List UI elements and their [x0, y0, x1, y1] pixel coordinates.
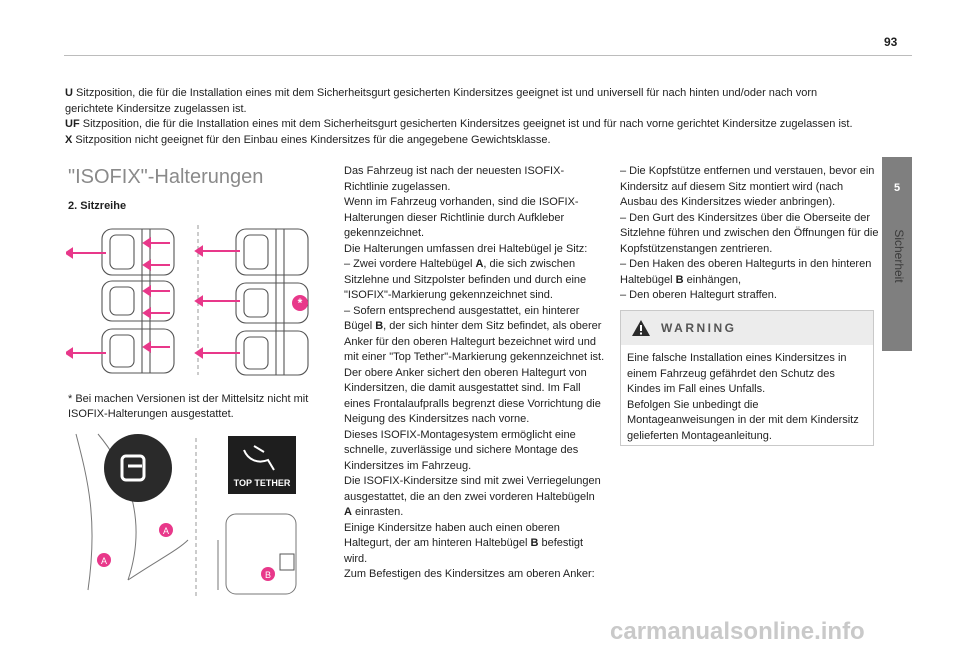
section-title: "ISOFIX"-Halterungen [68, 166, 264, 188]
legend-u: U Sitzposition, die für die Installation eines mit dem Sicherheitsgurt gesicherten Kindersitzes geeignet ist und universell für nach hinten und/oder nach vorn gerichtete Kindersitze zugelassen ist. [65, 87, 818, 115]
chapter-number: 5 [893, 182, 901, 194]
isofix-seat-layout-figure [66, 221, 330, 379]
warning-triangle-icon [631, 319, 651, 337]
top-tether-steps [620, 164, 880, 304]
chapter-title: Sicherheit [892, 229, 906, 283]
isofix-description: Das Fahrzeug ist nach der neuesten ISOFIX-Richtlinie zugelassen. Wenn im Fahrzeug vorhanden, sind die ISOFIX-Halterungen dieser Richtlinie durch Aufkleber gekennzeichnet. Die Halterungen umfassen drei Haltebügel je Sitz: – Zwei vordere Haltebügel A, die sich zwischen Sitzlehne und Sitzpolster befinden und durch eine "ISOFIX"-Markierung gekennzeichnet sind. – Sofern entsprechend ausgestattet, ein hinterer Bügel B, der sich hinter dem Sitz befindet, als oberer Anker für den oberen Haltegurt bezeichnet wird und mit einer "Top Tether"-Markierung gekennzeichnet ist. Der obere Anker sichert den oberen Haltegurt von Kindersitzen, die damit ausgestattet sind. Im Fall eines Frontalaufpralls begrenzt diese Vorrichtung die Neigung des Kindersitzes nach vorne. Dieses ISOFIX-Montagesystem ermöglicht eine schnelle, zuverlässige und sichere Montage des Kindersitzes im Fahrzeug. Die ISOFIX-Kindersitze sind mit zwei Verriegelungen ausgestattet, die an den zwei vorderen Haltebügeln A einrasten. Einige Kindersitze haben auch einen oberen Haltegurt, der am hinteren Haltebügel B befestigt wird. Zum Befestigen des Kindersitzes am oberen Anker: [344, 165, 605, 580]
figure-footnote: * Bei machen Versionen ist der Mittelsitz nicht mit ISOFIX-Halterungen ausgestattet. [68, 393, 309, 420]
warning-text: Eine falsche Installation eines Kindersitzes in einem Fahrzeug gefährdet den Schutz des Kindes im Fall eines Unfalls. Befolgen Sie unbedingt die Montageanweisungen in der mit dem Kindersitz gelieferten Montageanleitung. [627, 352, 859, 442]
top-tether-label: TOP TETHER [233, 478, 291, 488]
isofix-icon [104, 434, 172, 502]
section-subtitle: 2. Sitzreihe [68, 200, 127, 212]
header-divider [64, 55, 912, 56]
seat-outline [102, 281, 174, 321]
anchor-b-label: B [264, 570, 272, 580]
anchor-a-label: A [162, 526, 170, 536]
warning-box [620, 310, 874, 446]
step-item: – Den Gurt des Kindersitzes über die Oberseite der Sitzlehne führen und zwischen den Öffnungen für die Kopfstützenstangen zentrieren. [620, 211, 879, 255]
step-item: – Die Kopfstütze entfernen und verstauen, bevor ein Kindersitz auf diesem Sitz montiert wird (nach Ausbau des Kindersitzes wieder anbringen). [620, 165, 875, 208]
warning-title: WARNING [661, 321, 737, 335]
seat-position-legend [65, 86, 865, 148]
anchor-a-label: A [100, 556, 108, 566]
page-number: 93 [884, 35, 898, 49]
isofix-anchor-detail-figure [68, 430, 298, 598]
legend-x: X Sitzposition nicht geeignet für den Einbau eines Kindersitzes für die angegebene Gewichtsklasse. [65, 133, 551, 146]
step-item: – Den oberen Haltegurt straffen. [620, 289, 777, 301]
watermark: carmanualsonline.info [610, 618, 865, 645]
star-marker-label: * [297, 296, 303, 310]
warning-header [621, 311, 873, 345]
step-item: – Den Haken des oberen Haltegurts in den hinteren Haltebügel B einhängen, [620, 258, 872, 286]
legend-uf: UF Sitzposition, die für die Installation eines mit dem Sicherheitsgurt gesicherten Kindersitzes geeignet ist und für nach vorne gerichtet Kindersitze zugelassen ist. [65, 118, 853, 130]
